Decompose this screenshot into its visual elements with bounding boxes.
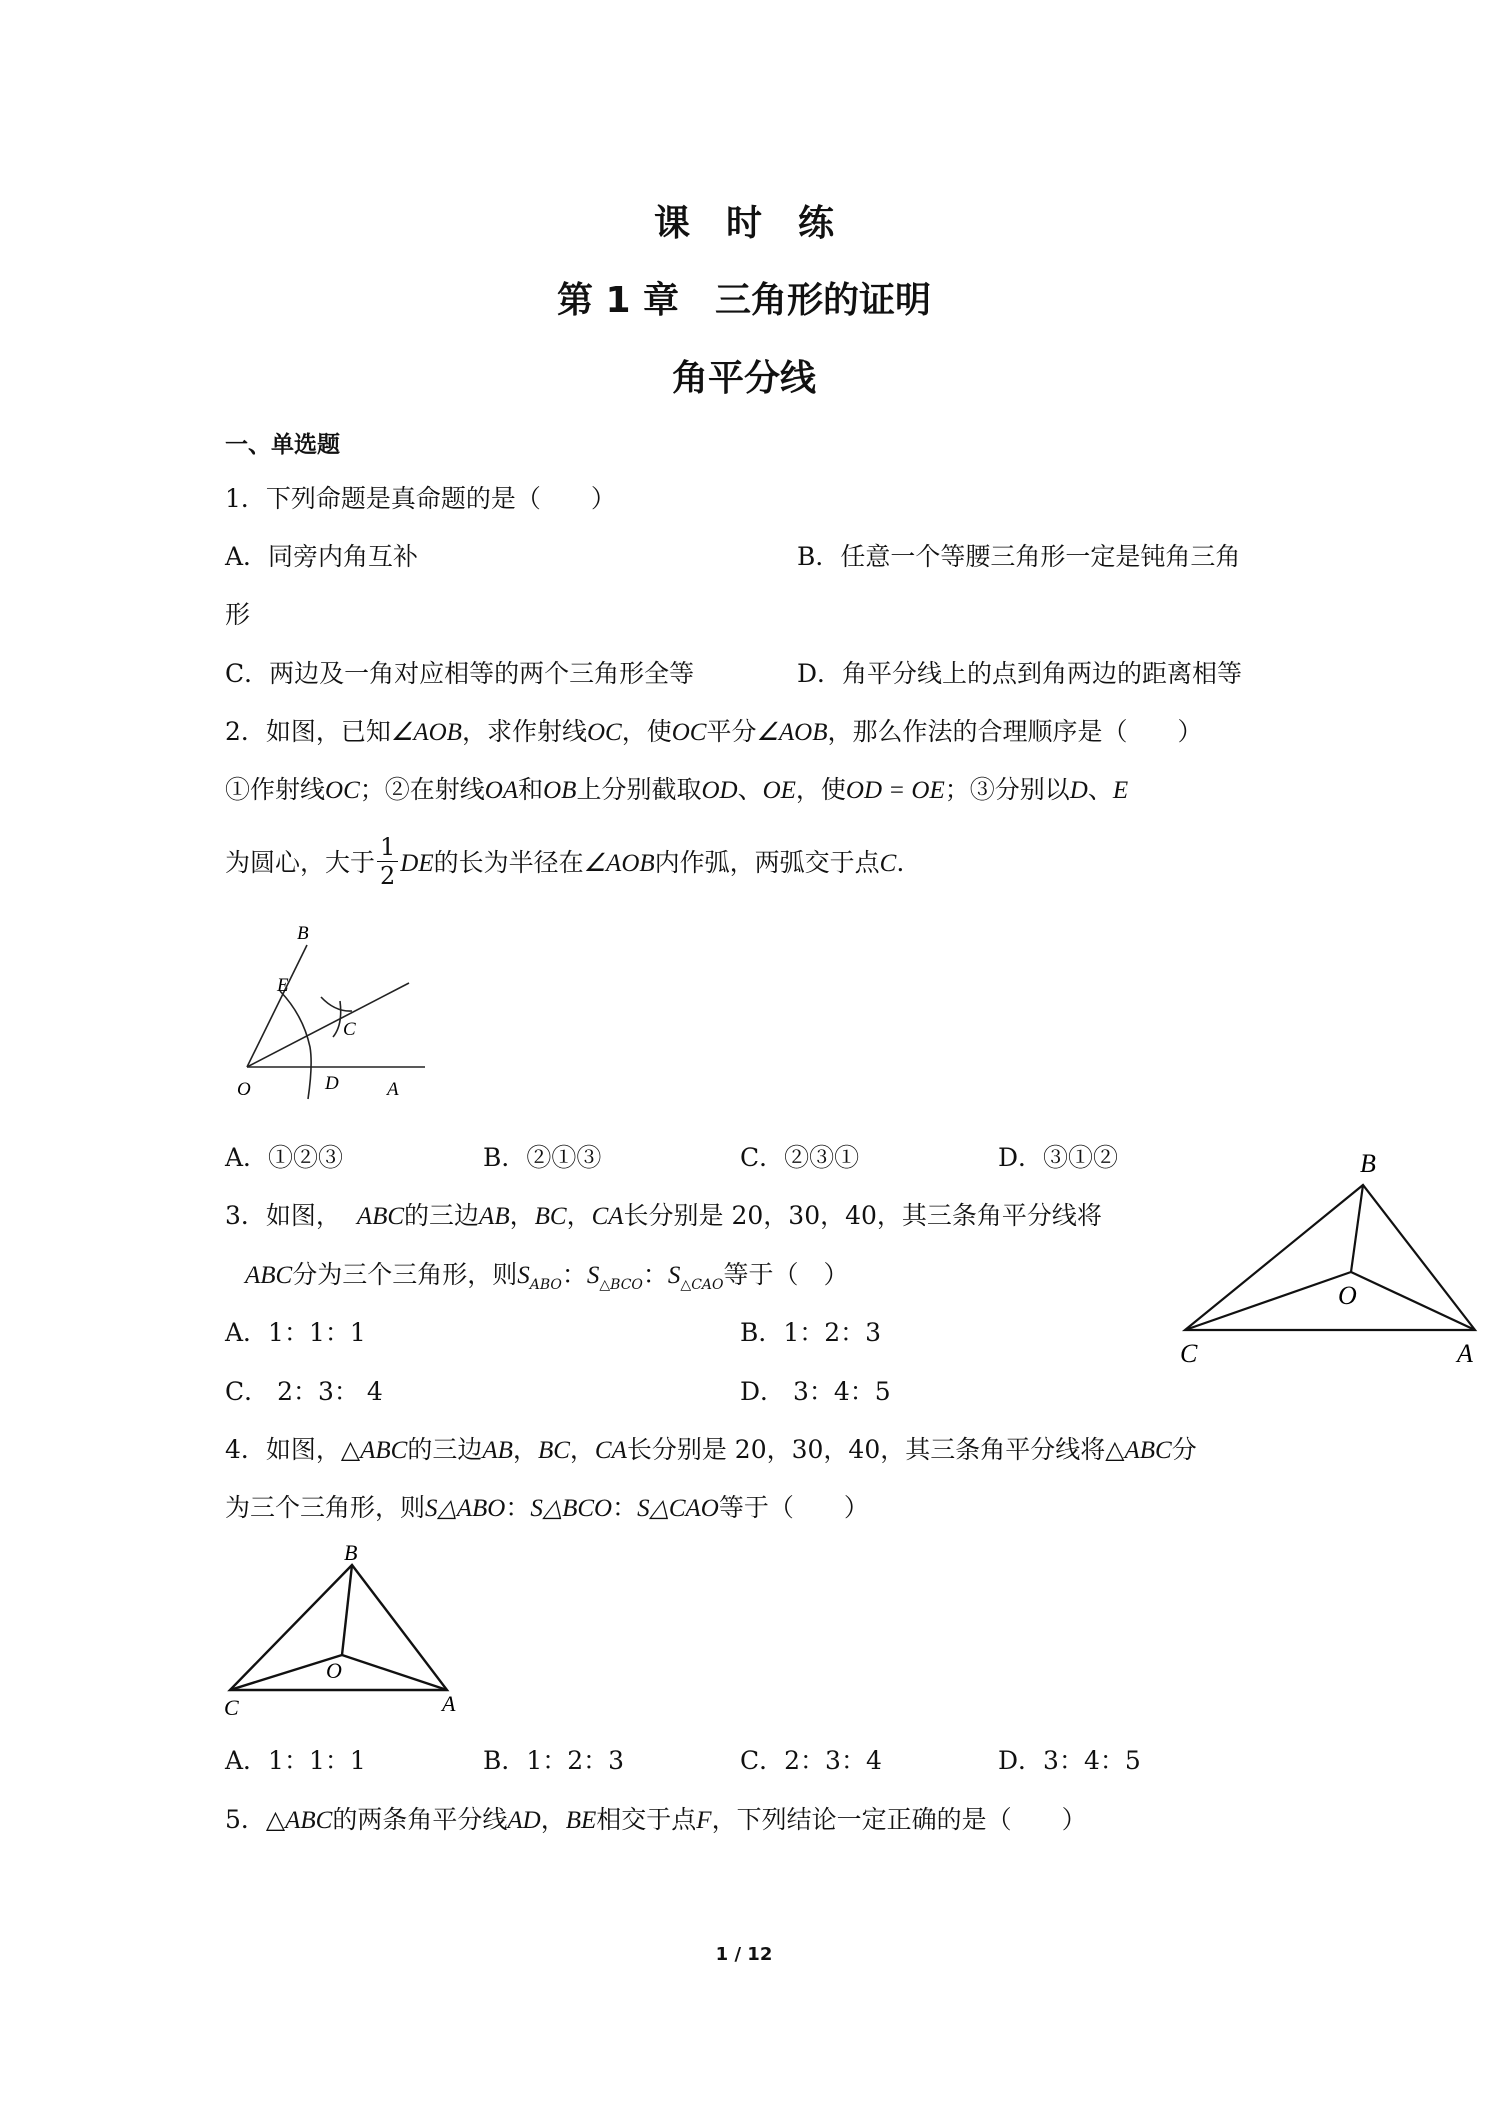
question-2-option-c[interactable]: C．②③①: [740, 1143, 860, 1172]
triangle-abc: [1185, 1185, 1475, 1330]
question-2-option-d[interactable]: D．③①②: [998, 1143, 1119, 1172]
label-c: C: [343, 1019, 356, 1040]
label-c: C: [224, 1695, 239, 1720]
question-1-option-c[interactable]: C．两边及一角对应相等的两个三角形全等: [225, 659, 695, 688]
label-b: B: [297, 923, 309, 944]
ray-ob: [247, 945, 307, 1067]
question-3-line-2: ABC分为三个三角形，则$S_{ABO}$：$S_{\triangle BCO}$：$S_{\triangle CAO}$等于（ ）: [245, 1260, 849, 1293]
question-4-line-2: 为三个三角形，则S△ABO：S△BCO：S△CAO等于（ ）: [225, 1493, 869, 1522]
question-1-option-b[interactable]: B．任意一个等腰三角形一定是钝角三角: [797, 542, 1241, 571]
segment-ao: [1351, 1272, 1475, 1330]
fraction-one-half: $\frac{1}{2}$: [377, 835, 398, 888]
question-3-option-c[interactable]: C． 2：3： 4: [225, 1377, 383, 1406]
question-4-option-c[interactable]: C．2：3：4: [740, 1746, 882, 1775]
question-2-figure: [225, 915, 440, 1115]
section-heading: 一、单选题: [225, 432, 340, 458]
question-1-option-a[interactable]: A．同旁内角互补: [225, 542, 419, 571]
chapter-title: 第 1 章 三角形的证明: [556, 280, 932, 321]
question-4-option-a[interactable]: A．1：1：1: [225, 1746, 366, 1775]
question-4-figure: [222, 1540, 472, 1720]
arc-c-1: [321, 997, 352, 1011]
question-2-line-2: ①作射线OC；②在射线OA和OB上分别截取OD、OE，使OD = OE；③分别以D、E: [225, 775, 1129, 804]
question-5-stem: 5．△ABC的两条角平分线AD，BE相交于点F，下列结论一定正确的是（ ）: [225, 1805, 1087, 1834]
label-b: B: [344, 1540, 358, 1565]
question-3-option-d[interactable]: D． 3：4：5: [740, 1377, 891, 1406]
question-3-figure: [1175, 1140, 1485, 1375]
segment-co: [1185, 1272, 1351, 1330]
label-a: A: [442, 1691, 456, 1716]
question-2-option-b[interactable]: B．②①③: [483, 1143, 602, 1172]
question-1-option-d[interactable]: D．角平分线上的点到角两边的距离相等: [797, 659, 1243, 688]
label-o: O: [237, 1079, 251, 1100]
question-3-option-b[interactable]: B．1：2：3: [740, 1318, 882, 1347]
question-2-option-a[interactable]: A．①②③: [225, 1143, 344, 1172]
question-4-line-1: 4．如图，△ABC的三边AB，BC，CA长分别是 20，30，40，其三条角平分线将△ABC分: [225, 1435, 1197, 1464]
page-number: 1 / 12: [715, 1944, 773, 1965]
question-2-line-3: 为圆心，大于 $\frac{1}{2}$ DE的长为半径在∠AOB内作弧，两弧交于点C.: [225, 833, 905, 890]
question-3-line-1: 3．如图， ABC的三边AB，BC，CA长分别是 20，30，40，其三条角平分线将: [225, 1201, 1102, 1230]
arc-de: [280, 991, 311, 1099]
label-e: E: [277, 975, 289, 996]
question-1-stem: 1．下列命题是真命题的是（ ）: [225, 484, 616, 513]
label-a: A: [387, 1079, 399, 1100]
question-2-line-1: 2．如图，已知∠AOB，求作射线OC，使OC平分∠AOB，那么作法的合理顺序是（ ）: [225, 717, 1203, 746]
segment-bo: [342, 1565, 352, 1655]
ray-oc: [247, 983, 409, 1067]
question-3-option-a[interactable]: A．1：1：1: [225, 1318, 366, 1347]
label-o: O: [1338, 1281, 1357, 1310]
label-d: D: [325, 1073, 339, 1094]
question-4-option-d[interactable]: D．3：4：5: [998, 1746, 1141, 1775]
label-o: O: [326, 1658, 342, 1683]
segment-ao: [342, 1655, 447, 1690]
lesson-title: 角平分线: [671, 358, 816, 399]
question-4-option-b[interactable]: B．1：2：3: [483, 1746, 625, 1775]
segment-bo: [1351, 1185, 1363, 1272]
label-c: C: [1180, 1339, 1198, 1368]
question-1-option-b-continued: 形: [225, 600, 251, 629]
label-a: A: [1457, 1339, 1473, 1368]
label-b: B: [1360, 1149, 1376, 1178]
worksheet-title: 课 时 练: [653, 203, 834, 244]
